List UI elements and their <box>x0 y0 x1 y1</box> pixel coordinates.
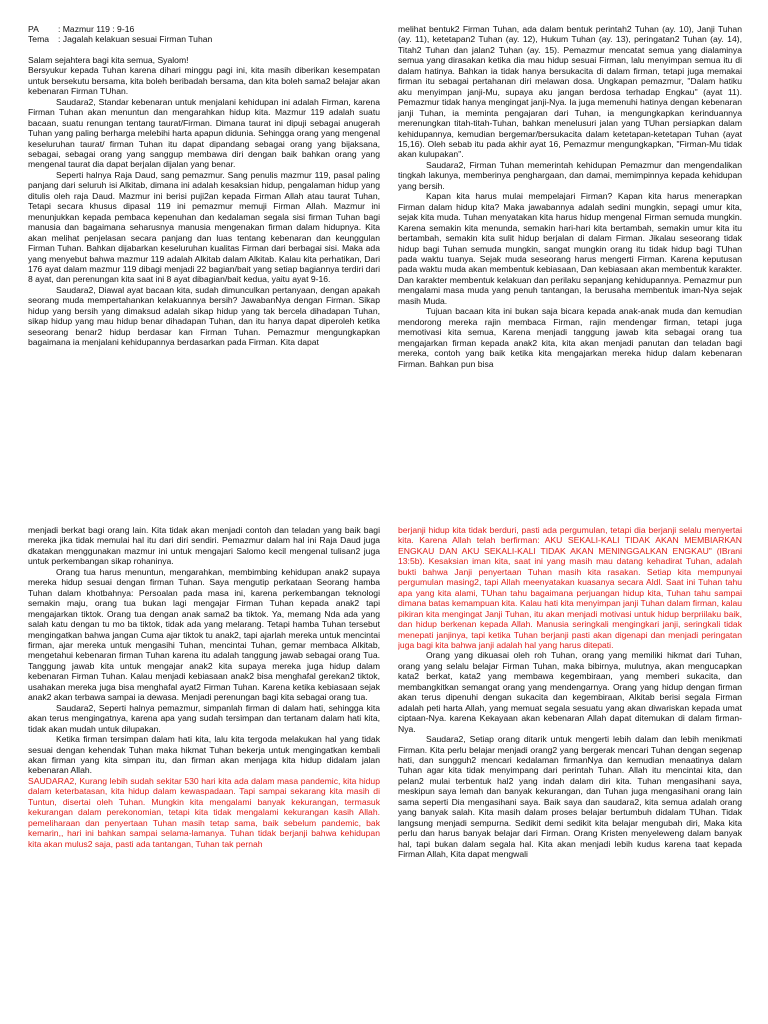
paragraph: melihat bentuk2 Firman Tuhan, ada dalam bentuk perintah2 Tuhan (ay. 10), Janji Tuhan (ay. 11), ketetapan2 Tuhan (ay. 12), Hukum Tuhan (ay. 13), peringatan2 Tuhan (ay. 14), Titah2 Tuhan dan jalan2 Tuhan (ay. 15). Pemazmur mencatat semua yang dialaminya semua yang dirasakan ketika dia mau hidup sesuai Firman, lalu menyimpan semua itu di dalam hatinya. Bahkan ia tidak hanya bersukacita di dalam firman, tetapi juga memakai firman itu sebagai pertahanan diri melawan dosa. Ungkapan pemazmur, "Dalam hatiku aku menyimpan janji-Mu, supaya aku jangan berdosa terhadap Engkau" (ayat 11). Pemazmur tidak hanya mengingat janji-Nya. Ia juga memenuhi hatinya dengan kebenaran janji Tuhan, ia meminta pengajaran dari Tuhan, ia mengungkapkan kerinduannya merenungkan titah-titah-Tuhan, bahkan menelusuri jalan yang TUhan persiapkan dalam kehidupannya, kemudian bergemar/bersukacita dalam ketetapan-ketetapan Tuhan (ayat 15,16). Oleh sebab itu pada akhir ayat 16, Pemazmur mengungkapkan, "Firman-Mu tidak akan kulupakan". <box>398 24 742 160</box>
paragraph: Saudara2, Standar kebenaran untuk menjalani kehidupan ini adalah Firman, karena Firman Tuhan akan menuntun dan mengarahkan hidup kita. Mazmur 119 adalah suatu bacaan, suatu renungan tentang taurat/Firman. Dimana taurat ini dipuji sebagai anugerah Tuhan yang paling berharga melebihi harta apapun didunia. Sehingga orang yang mengenal keseluruhan taurat/ firman Tuhan itu dapat dipandang sebagai orang yang bijaksana, sebagai, sebagai orang yang sanggup membawa diri dengan baik bahkan orang yang mengenal taurat dia dapat berjalan dijalan yang benar. <box>28 96 380 170</box>
highlighted-paragraph: berjanji hidup kita tidak berduri, pasti ada pergumulan, tetapi dia berjanji selalu menyertai kita. Karena Allah telah berfirman: AKU SEKALI-KALI TIDAK AKAN MEMBIARKAN ENGKAU DAN AKU SEKALI-KALI TIDAK AKAN MENINGGALKAN ENGKAU" (IBrani 13:5b). Kesaksian iman kita, saat ini yang masih mau datang kehadirat Tuhan, adalah bukti bahwa Janji penyertaan Tuhan masih kita rasakan. Setiap kita mempunyai pergumulan masing2, tapi Allah meenyatakan kuasanya secara Aldl. Saat ini Tuhan tahu apa yang kita alami, TUhan tahu bagaimana perjuangan hidup kita, Tuhan tahu sampai dimana batas kemampuan kita. Kalau hati kita menyimpan janji Tuhan dalam firman, kalau pikiran kita mengingat Janji Tuhan, itu akan menjadi motivasi untuk hidup berpriilaku baik, dan hidup berkenan kepada Allah. Manusia seringkali mengingkari janji, seringkali tidak menepati janjinya, tapi ketika Tuhan berjanji pasti akan digenapi dan menjadi peringatan juga bagi kita bahwa janji adalah hal yang harus ditepati. <box>398 525 742 650</box>
paragraph: Saudara2, Diawal ayat bacaan kita, sudah dimunculkan pertanyaan, dengan apakah seorang muda mempertahankan kelakuannya bersih? JawabanNya dengan Firman. Sikap hidup yang bersih yang dimaksud adalah sikap hidup yang tak bercela dihadapan Tuhan, sikap hidup yang mau hidup benar dihadapan Tuhan, dan itu hanya dapat diperoleh ketika seseorang benar2 hidup berdasar kan Firman Tuhan. Pemazmur mengungkapkan bagaimana ia menjalani kehidupannya berdasarkan pada Firman. Kita dapat <box>28 284 380 348</box>
header-pa-row <box>28 24 380 34</box>
paragraph: menjadi berkat bagi orang lain. Kita tidak akan menjadi contoh dan teladan yang baik bagi mereka jika tidak memulai hal itu dari diri sendiri. Pemazmur dalam hal ini Raja Daud juga dkatakan menggunakan mazmur ini untuk mengajari Salomo kecil mengenal tulisan2 juga untuk perkembangan sikap rohaninya. <box>28 525 380 567</box>
paragraph: Orang yang dikuasai oleh roh Tuhan, orang yang memiliki hikmat dari Tuhan, orang yang selalu belajar Firman Tuhan, maka bibirnya, mulutnya, akan mengucapkan kata2 berkat, kata2 yang membawa kegembiraan, yang memberi sukacita, dan membangkitkan semangat orang yang mendengarnya. Orang yang hidup dengan firman akan terus dipenuhi dengan sukacita dan kegembiraan, Alkitab berisi segala Firman adalah peti harta Allah, yang memuat segala sesuatu yang akan diwariskan kepada umat ciptaan-Nya. karena Kekayaan akan kebenaran Allah dapat ditemukan di dalam firman-Nya. <box>398 650 742 734</box>
header-pa-label: PA <box>28 24 39 34</box>
paragraph: Kapan kita harus mulai mempelajari Firman? Kapan kita harus menerapkan Firman dalam hidup kita? Maka jawabannya adalah sedini mungkin, sepagi umur kita, sejak kita muda. Tuhan menyatakan kita harus hidup mengenal Firman semuda mungkin. Karena semakin kita menunda, semakin hari-hari kita bertambah, semakin umur kita itu bertambah, semakin kita sulit hidup berjalan di dalam Firman. Jikalau seseorang tidak hidup bagi Tuhan semuda mungkin, sangat mungkin orang itu tidak hidup bagi TUhan pada waktu tuanya. Sejak muda seseorang harus mengerti Firman. Karena keputusan pada waktu muda akan membentuk kebiasaan, Dan kebiasaan akan membentuk karakter. Dan karakter membentuk kelakuan dan perilaku sepanjang kehidupannya. Pemazmur pun mengalami masa muda yang penuh tantangan, Ia berusaha membentuk iman-Nya sejak masih Muda. <box>398 191 742 306</box>
greeting-paragraph: Salam sejahtera bagi kita semua, Syalom! <box>28 54 189 65</box>
paragraph: Bersyukur kepada Tuhan karena dihari minggu pagi ini, kita masih diberikan kesempatan untuk bersekutu bersama, kita boleh beribadah bersama, dan kita boleh sama2 belajar akan kebenaran Firman TUhan. <box>28 65 380 97</box>
column-top-left <box>28 24 380 449</box>
paragraph: Ketika firman tersimpan dalam hati kita, lalu kita tergoda melakukan hal yang tidak sesuai dengan kehendak Tuhan maka hikmat Tuhan bekerja untuk mengingatkan kembali akan firman yang kita simpan itu, dan firman akan menjaga kita hidup didalam jalan kebenaran Allah. <box>28 734 380 776</box>
header-tema-value: : Jagalah kelakuan sesuai Firman Tuhan <box>58 34 213 45</box>
column-bottom-left <box>28 525 380 1005</box>
paragraph: Seperti halnya Raja Daud, sang pemazmur. Sang penulis mazmur 119, pasal paling panjang dari seluruh isi Alkitab, dimana ini adalah kesaksian hidup, pengalaman hidup yang ditulis oleh raja Daud. Mazmur ini berisi puji2an kepada Firman Allah atau taurat Tuhan, Tetapi secara khusus dipasal 119 ini pemazmur memuji Firman Allah. Mazmur ini menunjukkan kepada pembaca kepenuhan dan kedalaman segala sisi firman Tuhan bagi manusia dan bagaimana seharusnya manusia mengenakan firman dalam hidupnya. Kita akan melihat penjelasan secara panjang dan luas tentang kebenaran dan keunggulan Firman Tuhan. Bahkan dijabarkan keseluruhan kualitas Firman dari berbagai sisi. Maka ada yang menyebut bahwa mazmur 119 adalah Alkitab dalam Alkitab. Kalau kita perhatikan, Dari 176 ayat dalam mazmur 119 dibagi menjadi 22 bagian/bait yang setiap bagiannya terdiri dari 8 ayat, dan perenungan kita saat ini 8 ayat dibagian/bait kedua, yaitu ayat 9-16. <box>28 169 380 285</box>
paragraph: Tujuan bacaan kita ini bukan saja bicara kepada anak-anak muda dan kemudian mendorong mereka rajin membaca Firman, rajin mendengar firman, tetapi juga memotivasi kita semua, Karena menjadi tanggung jawab kita sebagai orang tua mengajarkan firman kepada anak2 kita, kita akan menjadi panutan dan teladan bagi mereka, contoh yang baik ketika kita mengajarkan mereka hidup dalam kebenaran Firman. Bahkan pun bisa <box>398 306 742 369</box>
header-tema-label: Tema <box>28 34 50 45</box>
highlighted-paragraph: SAUDARA2, Kurang lebih sudah sekitar 530 hari kita ada dalam masa pandemic, kita hidup dalam keterbatasan, kita hidup dalam kewaspadaan. Tapi sampai sekarang kita masih di Tuntun, disertai oleh Tuhan. Mungkin kita mengalami banyak kekurangan, termasuk kekurangan dalam perekonomian, tetapi kita tidak mengalami kekurangan kasih Allah. pemeliharaan dan penyertaan Tuhan masih tetap sama, baik sebelum pandemic, bak kemarin,, hari ini bahkan sampai selama-lamanya. Tuhan tidak berjanji bahwa kehidupan kita akan mulus2 saja, pasti ada tantangan, Tuhan tak pernah <box>28 775 380 849</box>
paragraph: Saudara2, Firman Tuhan memerintah kehidupan Pemazmur dan mengendalikan tingkah lakunya, memberinya penghargaan, dan damai, memimpinnya kepada kehidupan yang bersih. <box>398 159 742 191</box>
column-top-right <box>398 24 742 449</box>
paragraph: Saudara2, Seperti halnya pemazmur, simpanlah firman di dalam hati, sehingga kita akan terus mengingatnya, karena apa yang sudah tersimpan dan tertanam dalam hati kita, tidak akan mudah untuk dilupakan. <box>28 702 380 734</box>
header-pa-value: : Mazmur 119 : 9-16 <box>58 24 135 34</box>
header-tema-row <box>28 34 380 44</box>
paragraph: Saudara2, Setiap orang ditarik untuk mengerti lebih dalam dan lebih menikmati Firman. Kita perlu belajar menjadi orang2 yang bergerak mencari Tuhan dengan segenap hati, dan sungguh2 mencari kedalaman firmanNya dan kemudian menaatinya dalam Tuhan agar kita tidak menyimpang dari perintah Tuhan. Allah itu mencintai kita, dan pelan2 mulai terbentuk hal2 yang indah dalam diri kita. Tuhan mengasihani saya, meskipun saya lemah dan banyak kekurangan, dan Tuhan juga mengasihani orang lain sama seperti Dia mengasihani saya. Baik saya dan saudara2, kita semua adalah orang yang banyak salah. Kita masih dalam proses belajar bertumbuh didalam TUhan. Tidak langsung menjadi sempurna. Sedikit demi sedikit kita belajar mengubah diri, Maka kita perlu dan harus banyak belajar dari Firman. Orang Kristen menyeleweng dalam banyak hal, tapi bukan dalam segala hal. Kita akan menjadi lebih kudus karena taat kepada Firman Allah, Kita dapat mengwali <box>398 734 742 860</box>
column-bottom-right <box>398 525 742 1005</box>
paragraph: Orang tua harus menuntun, mengarahkan, membimbing kehidupan anak2 supaya mereka hidup sesuai dengan firman Tuhan. Saya mengutip perkataan Seorang hamba Tuhan dalam khotbahnya: Persoalan pada masa ini, karena perkembangan teknologi semakin maju, orang tua bukan lagi mengajar Firman Tuhan kepada anak2 tapi mengajarkan tiktok. Orang tua dengan anak sama2 ba tiktok. Ya, memang Nda ada yang salah katu dengan tu mo ba tiktok, tidak ada yang melarang. Tetapi hamba Tuhan tersebut mengingatkan bahwa jangan Cuma ajar tiktok tu anak2, tapi ajarlah mereka untuk mencintai firman, ajar mereka untuk mengasihi Tuhan, mencintai Tuhan, gemar membaca Alkitab, mengetahui kebenaran firman Tuhan karena itu adalah tanggung jawab sebagai orang Tua. Tanggung jawab kita untuk mengajar anak2 kita supaya mereka juga hidup dalam kebenaran Firman Tuhan. Kalau menjadi kebiasaan anak2 bisa menghafal gerekan2 tiktok, usahakan mereka juga bisa menghafal ayat2 Firman Tuhan. Karena ketika kebiasaan sejak anak2 akan terbawa sampai ia dewasa. Menjadi perenungan bagi kita sebagai orang tua. <box>28 566 380 703</box>
spacer <box>28 45 380 55</box>
